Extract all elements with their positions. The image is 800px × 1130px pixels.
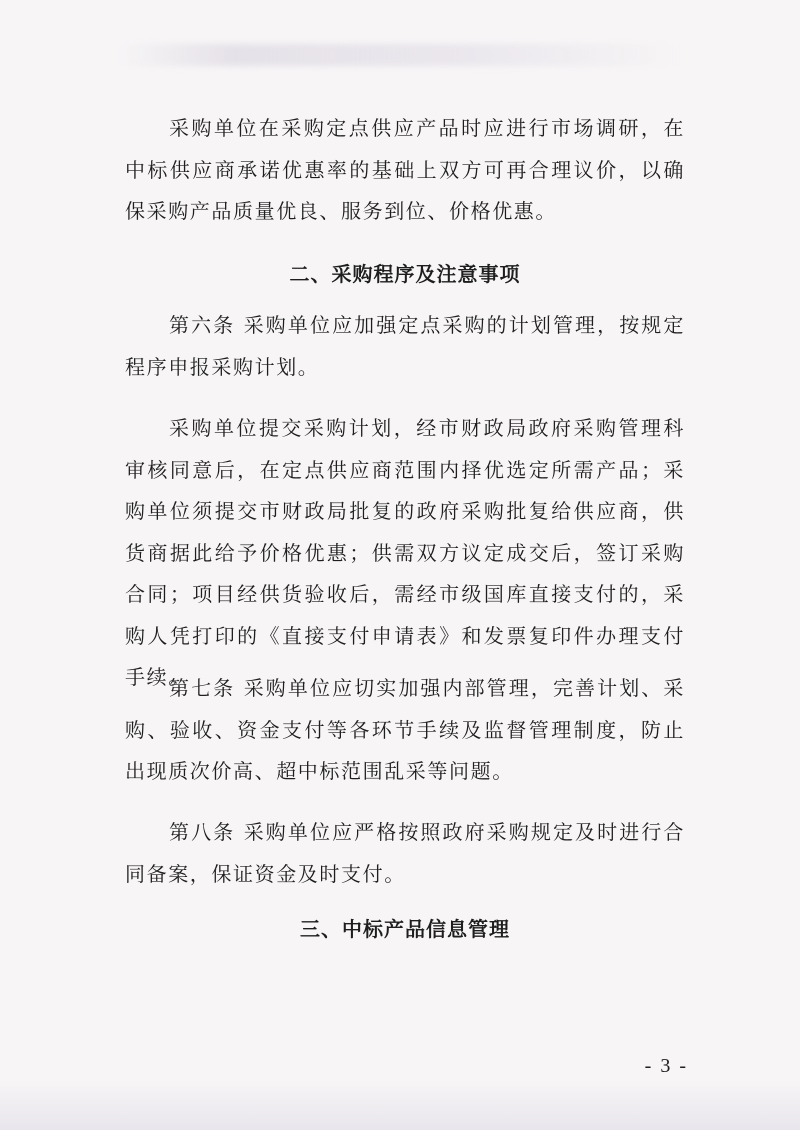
paragraph-article-7: 第七条 采购单位应切实加强内部管理，完善计划、采购、验收、资金支付等各环节手续及监督管理制度，防止出现质次价高、超中标范围乱采等问题。 bbox=[125, 676, 685, 783]
paragraph-article-8: 第八条 采购单位应严格按照政府采购规定及时进行合同备案，保证资金及时支付。 bbox=[125, 820, 685, 886]
scan-artifact-bottom bbox=[0, 1080, 800, 1130]
section-heading-procedures: 二、采购程序及注意事项 bbox=[289, 262, 521, 286]
paragraph-procurement-process: 采购单位提交采购计划，经市财政局政府采购管理科审核同意后，在定点供应商范围内择优选定所需产品；采购单位须提交市财政局批复的政府采购批复给供应商，供货商据此给予价格优惠；供需双方议定成交后，签订采购合同；项目经供货验收后，需经市级国库直接支付的，采购人凭打印的《直接支付申请表》和发票复印件办理支付手续。 bbox=[125, 416, 685, 689]
section-heading-product-info: 三、中标产品信息管理 bbox=[300, 917, 510, 941]
page-number: - 3 - bbox=[644, 1055, 688, 1077]
paragraph-price-negotiation: 采购单位在采购定点供应产品时应进行市场调研，在中标供应商承诺优惠率的基础上双方可再合理议价，以确保采购产品质量优良、服务到位、价格优惠。 bbox=[125, 116, 685, 223]
paragraph-article-6: 第六条 采购单位应加强定点采购的计划管理，按规定程序申报采购计划。 bbox=[125, 313, 685, 379]
scan-artifact bbox=[120, 44, 680, 66]
